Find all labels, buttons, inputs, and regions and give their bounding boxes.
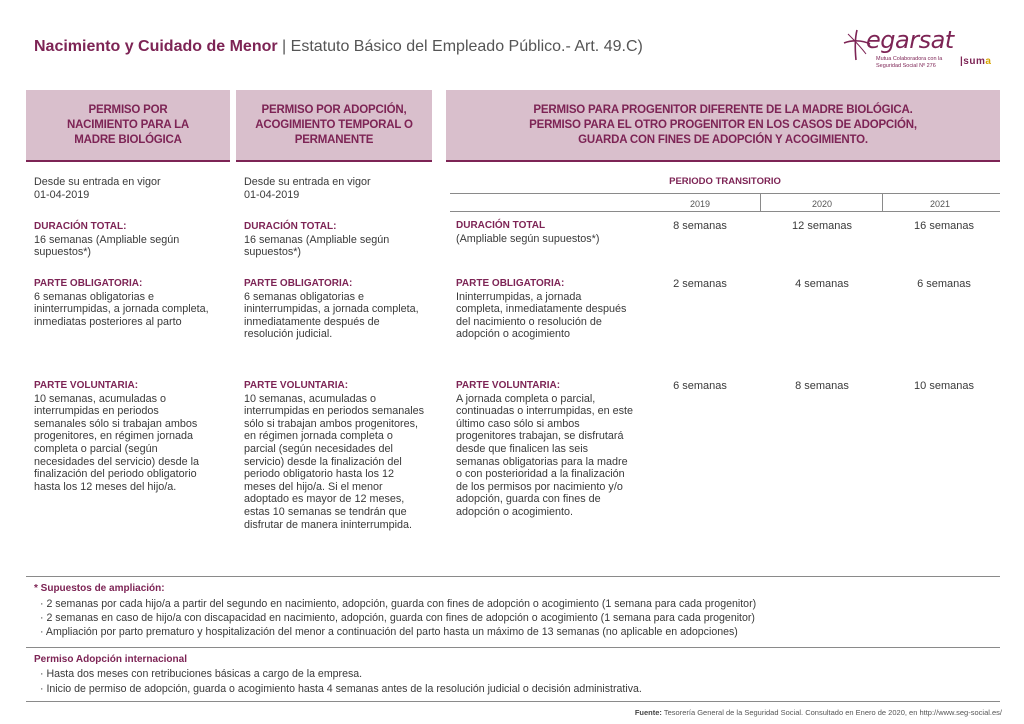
col1-since-text: Desde su entrada en vigor 01-04-2019	[34, 176, 161, 201]
footer-divider	[26, 701, 1000, 702]
page-title	[34, 38, 643, 56]
header-birth-mother-text: PERMISO POR NACIMIENTO PARA LA MADRE BIOLÓGICA	[66, 103, 190, 146]
mandatory-2019: 2 semanas	[673, 278, 727, 290]
col2-since-text: Desde su entrada en vigor 01-04-2019	[244, 176, 371, 201]
col1-voluntary	[34, 380, 214, 493]
year-divider-1	[760, 194, 761, 212]
duration-2021: 16 semanas	[914, 220, 974, 232]
note-item-1: · 2 semanas por cada hijo/a a partir del segundo en nacimiento, adopción, guarda con fines de adopción o acogimiento (1 semana para cada progenitor)	[40, 598, 757, 610]
duration-2019: 8 semanas	[673, 220, 727, 232]
col3-voluntary	[456, 380, 634, 519]
col1-mandatory	[34, 278, 212, 328]
notes-title: * Supuestos de ampliación:	[34, 583, 165, 594]
col2-mandatory-label: PARTE OBLIGATORIA:	[244, 278, 353, 289]
source-text: Tesorería General de la Seguridad Social. Consultado en Enero de 2020, en http://www.seg-social.es/	[661, 708, 1002, 717]
col2-since	[244, 176, 429, 201]
header-adoption	[236, 90, 432, 162]
col3-duration-text: (Ampliable según supuestos*)	[456, 232, 600, 245]
mandatory-2020: 4 semanas	[795, 278, 849, 290]
col2-voluntary-label: PARTE VOLUNTARIA:	[244, 380, 349, 391]
logo-subtitle: Mutua Colaboradora con la Seguridad Social Nº 276	[876, 56, 943, 69]
notes-divider	[26, 576, 1000, 577]
col3-duration-label: DURACIÓN TOTAL	[456, 220, 546, 231]
col2-duration-label: DURACIÓN TOTAL:	[244, 221, 337, 232]
international-title: Permiso Adopción internacional	[34, 654, 187, 665]
col1-mandatory-text: 6 semanas obligatorias e ininterrumpidas, a jornada completa, inmediatas posteriores al parto	[34, 290, 209, 328]
international-item-2: · Inicio de permiso de adopción, guarda o acogimiento hasta 4 semanas antes de la resolución judicial o decisión administrativa.	[40, 683, 642, 695]
international-divider	[26, 647, 1000, 648]
col3-mandatory	[456, 278, 628, 341]
col1-duration	[34, 221, 224, 259]
international-item-1: · Hasta dos meses con retribuciones básicas a cargo de la empresa.	[40, 668, 363, 680]
page-title-bold: Nacimiento y Cuidado de Menor	[34, 38, 278, 55]
page-title-rest: | Estatuto Básico del Empleado Público.- Art. 49.C)	[277, 38, 643, 55]
col1-duration-label: DURACIÓN TOTAL:	[34, 221, 127, 232]
col2-mandatory	[244, 278, 420, 341]
col2-duration-text: 16 semanas (Ampliable según supuestos*)	[244, 233, 390, 259]
voluntary-2019: 6 semanas	[673, 380, 727, 392]
col3-mandatory-label: PARTE OBLIGATORIA:	[456, 278, 565, 289]
suma-prefix: |sum	[960, 56, 986, 67]
header-birth-mother	[26, 90, 230, 162]
col3-duration	[456, 220, 631, 245]
source-note	[635, 708, 1002, 717]
logo-wordmark: egarsat	[866, 26, 954, 54]
col1-duration-text: 16 semanas (Ampliable según supuestos*)	[34, 233, 180, 259]
col2-voluntary-text: 10 semanas, acumuladas o interrumpidas en periodos semanales sólo si trabajan ambos progenitores, en régimen jornada completa o parcial (según necesidades del servicio) desde la finalización del periodo obligatorio hasta los 12 meses del hijo/a. Si el menor adoptado es mayor de 12 meses, estas 10 semanas se tendrán que disfrutar de manera ininterrumpida.	[244, 392, 425, 531]
header-other-parent-text: PERMISO PARA PROGENITOR DIFERENTE DE LA MADRE BIOLÓGICA. PERMISO PARA EL OTRO PROGENITOR EN LOS CASOS DE ADOPCIÓN, GUARDA CON FINES DE ADOPCIÓN Y ACOGIMIENTO.	[529, 103, 917, 146]
col3-voluntary-text: A jornada completa o parcial, continuadas o interrumpidas, en este último caso sólo si ambos progenitores trabajan, se disfrutará desde que finalicen las seis semanas obligatorias para la madre o con posterioridad a la finalización de los permisos por nacimiento y/o adopción, guarda con fines de adopción o acogimiento.	[456, 392, 634, 518]
egarsat-logo	[842, 26, 1002, 76]
col1-voluntary-label: PARTE VOLUNTARIA:	[34, 380, 139, 391]
col3-mandatory-text: Ininterrumpidas, a jornada completa, inmediatamente después del nacimiento o resolución de adopción o acogimiento	[456, 290, 627, 341]
year-divider-2	[882, 194, 883, 212]
duration-2020: 12 semanas	[792, 220, 852, 232]
header-adoption-text: PERMISO POR ADOPCIÓN, ACOGIMIENTO TEMPORAL O PERMANENTE	[255, 103, 413, 146]
col2-voluntary	[244, 380, 426, 531]
header-other-parent	[446, 90, 1000, 162]
year-2019: 2019	[689, 199, 711, 209]
note-item-3: · Ampliación por parto prematuro y hospitalización del menor a continuación del parto hasta un máximo de 13 semanas (no aplicable en adopciones)	[40, 626, 738, 638]
source-label: Fuente:	[634, 708, 662, 717]
col1-mandatory-label: PARTE OBLIGATORIA:	[34, 278, 143, 289]
note-item-2: · 2 semanas en caso de hijo/a con discapacidad en nacimiento, adopción, guarda con fines de adopción o acogimiento (1 semana para cada progenitor)	[40, 612, 755, 624]
col1-voluntary-text: 10 semanas, acumuladas o interrumpidas en periodos semanales sólo si trabajan ambos progenitores, en régimen jornada completa o parcial (según necesidades del servicio) desde la finalización del periodo obligatorio hasta los 12 meses del hijo/a.	[34, 392, 200, 493]
period-divider-bottom	[450, 211, 1000, 212]
suma-suffix: a	[985, 56, 992, 67]
mandatory-2021: 6 semanas	[917, 278, 971, 290]
voluntary-2021: 10 semanas	[914, 380, 974, 392]
transitional-period-title: PERIODO TRANSITORIO	[669, 176, 781, 187]
col2-mandatory-text: 6 semanas obligatorias e ininterrumpidas, a jornada completa, inmediatamente después de resolución judicial.	[244, 290, 419, 341]
suma-logo	[960, 56, 991, 67]
year-2020: 2020	[811, 199, 833, 209]
col2-duration	[244, 221, 429, 259]
voluntary-2020: 8 semanas	[795, 380, 849, 392]
col1-since	[34, 176, 224, 201]
year-2021: 2021	[929, 199, 951, 209]
col3-voluntary-label: PARTE VOLUNTARIA:	[456, 380, 561, 391]
period-divider-top	[450, 193, 1000, 194]
